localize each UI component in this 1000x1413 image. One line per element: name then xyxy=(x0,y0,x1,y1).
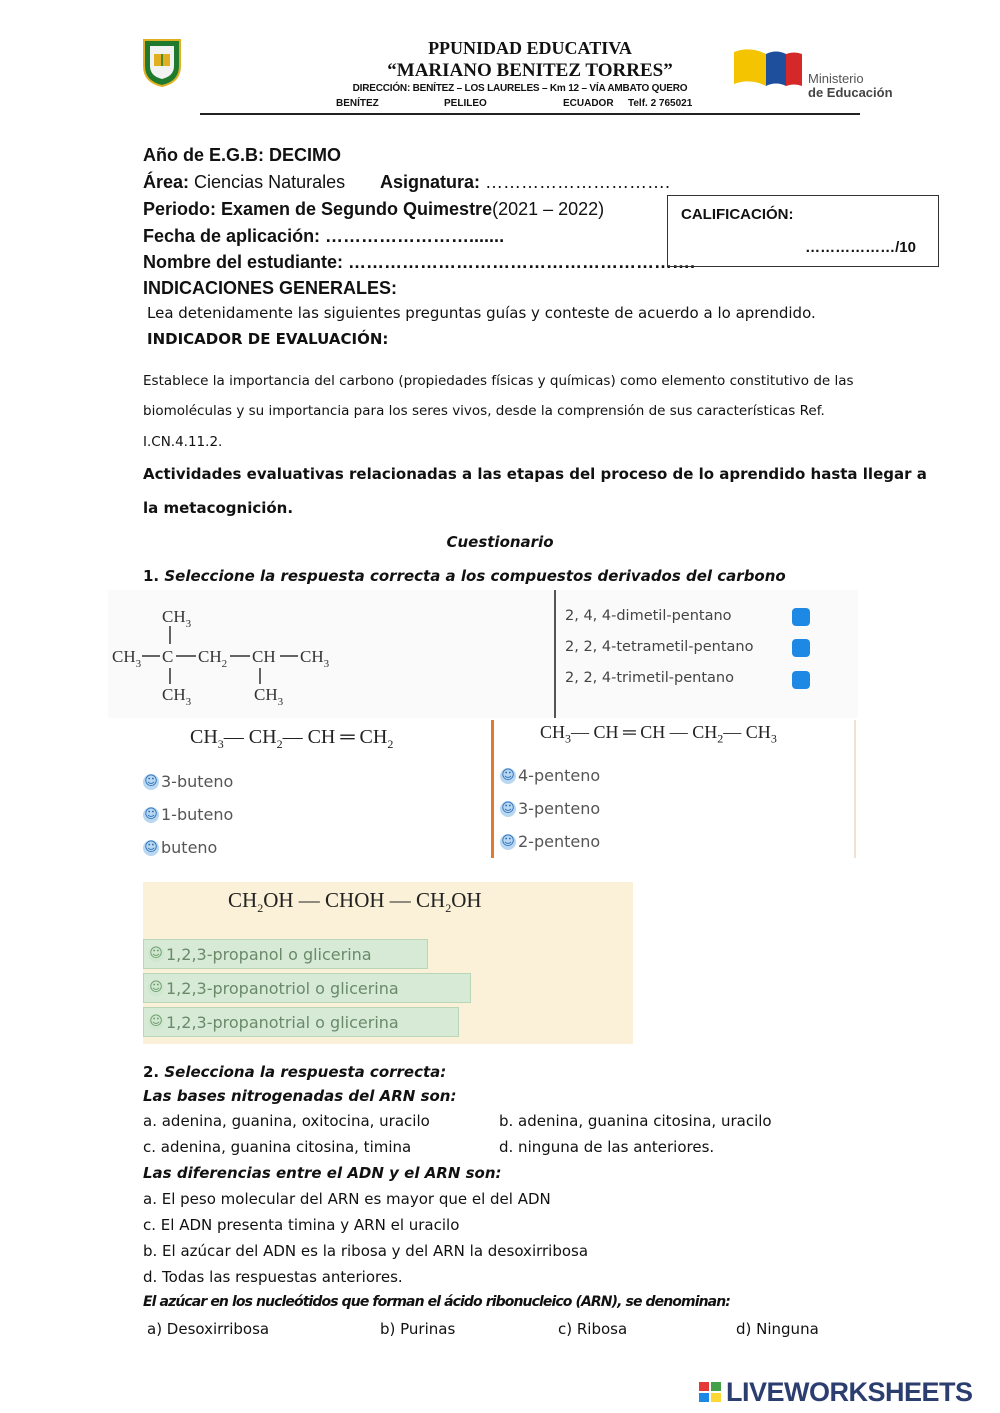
svg-text:C: C xyxy=(162,647,174,666)
checkbox-a1[interactable] xyxy=(792,608,810,626)
q2-sub3-option-c[interactable]: c) Ribosa xyxy=(558,1320,628,1338)
ministry-line1: Ministerio xyxy=(808,71,864,86)
indicaciones-title: INDICACIONES GENERALES: xyxy=(143,278,398,298)
svg-text:CH3: $CH_3$ xyxy=(300,647,330,670)
compound-c-formula: $CH_3—$ CH ═ CH — $CH_2—$ $CH_3$ xyxy=(540,722,777,746)
grade-box xyxy=(667,195,939,267)
area-label: Área: xyxy=(143,172,190,192)
option-c1[interactable] xyxy=(500,766,600,785)
indicador-line: Establece la importancia del carbono (propiedades físicas y químicas) como elemento constitutivo de las xyxy=(143,373,854,389)
nombre-field[interactable]: Nombre del estudiante: …………………………………………………. xyxy=(143,252,696,272)
ministry-name xyxy=(808,72,893,100)
q2-heading xyxy=(143,1063,446,1081)
option-a3: 2, 2, 4-trimetil-pentano xyxy=(565,670,734,686)
option-a2: 2, 2, 4-tetrametil-pentano xyxy=(565,639,754,655)
q2-sub3: El azúcar en los nucleótidos que forman el ácido ribonucleico (ARN), se denominan: xyxy=(143,1294,730,1310)
q2-sub2: Las diferencias entre el ADN y el ARN son: xyxy=(143,1164,502,1182)
svg-text:CH2: $CH_2$ xyxy=(198,647,228,670)
compound-a-divider xyxy=(554,590,556,718)
option-c1-label: 4-penteno xyxy=(518,766,601,785)
smiley-icon: ☺ xyxy=(149,1014,163,1029)
q2-number: 2. xyxy=(143,1063,160,1081)
actividades-line: Actividades evaluativas relacionadas a las etapas del proceso de lo aprendido hasta llegar a xyxy=(143,465,927,483)
option-d2-label: 1,2,3-propanotriol o glicerina xyxy=(166,978,399,998)
svg-text:CH: CH xyxy=(252,647,276,666)
indicador-line: I.CN.4.11.2. xyxy=(143,434,223,450)
area-row xyxy=(143,172,345,193)
option-b1-label: 3-buteno xyxy=(161,772,234,791)
smiley-icon: ☺ xyxy=(144,773,158,789)
indicaciones-text: Lea detenidamente las siguientes preguntas guías y conteste de acuerdo a lo aprendido. xyxy=(147,304,816,322)
periodo-label: Periodo: Examen de Segundo Quimestre xyxy=(143,199,493,219)
indicador-line: biomoléculas y su importancia para los seres vivos, desde la comprensión de sus características Ref. xyxy=(143,403,825,419)
checkbox-a3[interactable] xyxy=(792,671,810,689)
address-town: BENÍTEZ xyxy=(336,98,379,109)
address-country: ECUADOR xyxy=(563,98,614,109)
q2-sub1: Las bases nitrogenadas del ARN son: xyxy=(143,1087,457,1105)
cuestionario-title: Cuestionario xyxy=(446,533,554,551)
asignatura-row xyxy=(380,172,670,193)
area-value: Ciencias Naturales xyxy=(194,172,346,192)
q2-sub2-option-d[interactable]: d. Todas las respuestas anteriores. xyxy=(143,1268,403,1286)
svg-text:CH3: $CH_3$ xyxy=(162,607,192,630)
smiley-icon: ☺ xyxy=(501,833,515,849)
grade-field[interactable]: ………………/10 xyxy=(805,239,916,256)
option-d1[interactable] xyxy=(143,939,428,969)
q2-sub2-option-b[interactable]: b. El azúcar del ADN es la ribosa y del ARN la desoxirribosa xyxy=(143,1242,589,1260)
q1-number: 1. xyxy=(143,567,160,585)
option-c2[interactable] xyxy=(500,799,600,818)
liveworksheets-icon xyxy=(698,1380,724,1404)
option-b2-label: 1-buteno xyxy=(161,805,234,824)
school-name: “MARIANO BENITEZ TORRES” xyxy=(387,60,673,81)
address-phone: Telf. 2 765021 xyxy=(628,98,693,109)
q2-sub3-option-a[interactable]: a) Desoxirribosa xyxy=(147,1320,270,1338)
svg-text:CH3: $CH_3$ xyxy=(112,647,142,670)
q2-sub1-option-a[interactable]: a. adenina, guanina, oxitocina, uracilo xyxy=(143,1112,430,1130)
compound-b-formula: $CH_3—$ $CH_2—$ CH ═ $CH_2$ xyxy=(190,726,394,751)
q2-sub3-option-b[interactable]: b) Purinas xyxy=(380,1320,456,1338)
q2-sub1-option-d[interactable]: d. ninguna de las anteriores. xyxy=(499,1138,715,1156)
indicador-title: INDICADOR DE EVALUACIÓN: xyxy=(147,330,389,348)
q1-heading xyxy=(143,567,786,585)
q2-sub2-option-c[interactable]: c. El ADN presenta timina y ARN el uracilo xyxy=(143,1216,460,1234)
smiley-icon: ☺ xyxy=(501,800,515,816)
school-address: DIRECCIÓN: BENÍTEZ – LOS LAURELES – Km 12 – VÍA AMBATO QUERO xyxy=(352,83,688,94)
compound-a-structure xyxy=(110,604,350,712)
periodo-value: (2021 – 2022) xyxy=(492,199,605,219)
anio-egb: Año de E.G.B: DECIMO xyxy=(143,145,341,165)
actividades-line: la metacognición. xyxy=(143,499,294,517)
grade-label: CALIFICACIÓN: xyxy=(681,206,794,223)
q2-title: Selecciona la respuesta correcta: xyxy=(164,1063,447,1081)
ministry-logo xyxy=(732,46,804,98)
q2-sub1-option-c[interactable]: c. adenina, guanina citosina, timina xyxy=(143,1138,412,1156)
option-b2[interactable] xyxy=(143,805,233,824)
header-rule xyxy=(200,113,860,115)
smiley-icon: ☺ xyxy=(149,980,163,995)
option-d1-label: 1,2,3-propanol o glicerina xyxy=(166,944,372,964)
asignatura-field[interactable]: …………………………. xyxy=(485,172,671,192)
option-c3-label: 2-penteno xyxy=(518,832,601,851)
school-type: PPUNIDAD EDUCATIVA xyxy=(428,38,632,58)
q2-sub1-option-b[interactable]: b. adenina, guanina citosina, uracilo xyxy=(499,1112,772,1130)
ministry-line2: de Educación xyxy=(808,85,893,100)
q2-sub2-option-a[interactable]: a. El peso molecular del ARN es mayor que el del ADN xyxy=(143,1190,551,1208)
option-b3[interactable] xyxy=(143,838,217,857)
compound-d-formula: $CH_2OH$ — CHOH — $CH_2OH$ xyxy=(228,888,482,916)
fecha-field[interactable]: Fecha de aplicación: ……………………....... xyxy=(143,226,505,246)
option-a1: 2, 4, 4-dimetil-pentano xyxy=(565,608,732,624)
smiley-icon: ☺ xyxy=(149,946,163,961)
asignatura-label: Asignatura: xyxy=(380,172,481,192)
checkbox-a2[interactable] xyxy=(792,639,810,657)
svg-text:CH3: $CH_3$ xyxy=(254,685,284,708)
compound-c-panel-edge xyxy=(854,720,856,858)
address-city: PELILEO xyxy=(444,98,487,109)
school-logo xyxy=(140,36,184,88)
option-c3[interactable] xyxy=(500,832,600,851)
option-d3[interactable] xyxy=(143,1007,459,1037)
option-c2-label: 3-penteno xyxy=(518,799,601,818)
smiley-icon: ☺ xyxy=(501,767,515,783)
option-b1[interactable] xyxy=(143,772,233,791)
q1-title: Seleccione la respuesta correcta a los compuestos derivados del carbono xyxy=(164,567,786,585)
compound-c-divider xyxy=(491,720,494,858)
liveworksheets-brand: LIVEWORKSHEETS xyxy=(726,1376,973,1407)
smiley-icon: ☺ xyxy=(144,806,158,822)
liveworksheets-logo xyxy=(698,1376,973,1407)
smiley-icon: ☺ xyxy=(144,839,158,855)
option-d2[interactable] xyxy=(143,973,471,1003)
q2-sub3-option-d[interactable]: d) Ninguna xyxy=(736,1320,819,1338)
svg-text:CH3: $CH_3$ xyxy=(162,685,192,708)
option-b3-label: buteno xyxy=(161,838,218,857)
option-d3-label: 1,2,3-propanotrial o glicerina xyxy=(166,1012,399,1032)
periodo-row xyxy=(143,199,604,220)
